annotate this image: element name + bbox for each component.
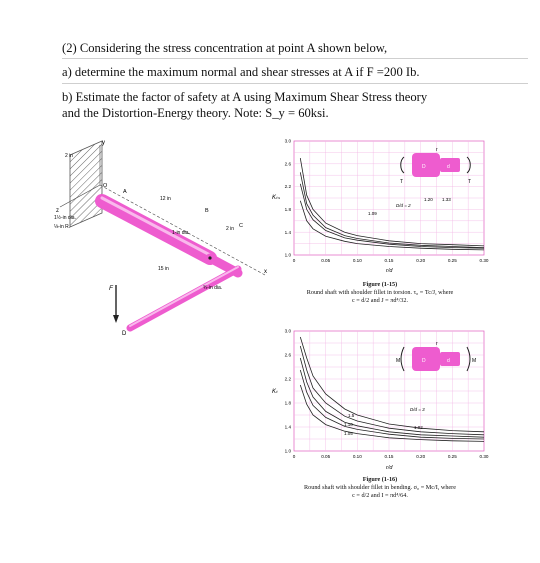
torsion-curve-label: 1.20 [424,197,433,202]
torsion-y-tick: 3.0 [284,138,291,144]
torsion-caption-line2: c = d/2 and J = πd⁴/32. [351,297,409,304]
bending-curve-label: 1.5 [348,413,355,418]
torsion-x-tick: 0.25 [447,258,457,263]
torsion-inset-d-small: d [447,164,450,170]
radius-label: ⅛-in R. [54,224,71,230]
bending-xlabel: r/d [386,465,393,470]
axis-z-label: z [56,208,59,214]
bending-caption-title: Figure (1-16) [362,476,398,483]
torsion-x-tick: 0.20 [416,258,426,263]
bending-chart [264,325,490,470]
crank-arm [130,269,238,328]
bending-y-tick: 1.4 [284,424,291,430]
bending-curve-label: 1.02 [414,425,423,430]
bending-curve-label: 1.10 [344,422,353,427]
bending-x-tick: 0.25 [447,454,457,459]
torsion-inset-d-large: D [422,164,426,170]
torsion-x-tick: 0.15 [384,258,394,263]
bending-inset-d-large: D [422,358,426,364]
torsion-caption-line1: Round shaft with shoulder fillet in torsion. τ₀ = Tc/J, where [306,289,454,296]
bending-x-tick: 0.15 [384,454,394,459]
problem-line-2: a) determine the maximum normal and shear stresses at A if F =200 Ib. [62,65,420,79]
axis-x-label: x [264,269,267,275]
torsion-inset-sketch [401,153,471,177]
bending-inset-r: r [436,341,438,347]
bending-x-tick: 0.20 [416,454,426,459]
dia-1-5-label: 1½-in dia. [54,215,76,221]
bending-curve [300,337,484,432]
dia-0-75-label: ¾-in dia. [203,285,223,291]
shaft-figure [40,135,275,350]
torsion-curve-label: D/d = 2 [396,203,411,208]
dim-2in-c-label: 2 in [226,226,235,232]
bending-x-tick: 0.05 [321,454,331,459]
torsion-y-tick: 2.2 [284,184,291,190]
dim-15in-label: 15 in [158,266,169,272]
bending-curve [300,385,484,441]
bending-curve-label: 1.05 [344,431,353,436]
bending-x-tick: 0.10 [352,454,362,459]
bending-y-tick: 2.2 [284,376,291,382]
bending-y-tick: 1.8 [284,400,291,406]
dim-2in-label: 2 in [65,153,74,159]
torsion-caption [270,281,490,305]
torsion-y-tick: 1.0 [284,252,291,258]
point-c-label: C [239,223,243,229]
axis-y-label: y [102,140,105,146]
problem-line-3: b) Estimate the factor of safety at A using Maximum Shear Stress theory [62,90,428,104]
divider [62,58,528,59]
problem-line-1: (2) Considering the stress concentration at point A shown below, [62,41,388,55]
torsion-ylabel: Kₜₛ [272,195,281,201]
bending-inset-sketch [401,347,470,371]
bending-ylabel: Kₜ [272,389,278,395]
point-a-label: A [123,189,127,195]
torsion-inset-r: r [436,147,438,153]
torsion-xlabel: r/d [386,268,393,273]
torsion-curve [300,201,484,250]
bending-y-tick: 2.6 [284,352,291,358]
bending-caption-line1: Round shaft with shoulder fillet in bending. σ₀ = Mc/I, where [304,484,456,491]
shaft-large-segment [102,201,210,258]
problem-line-4: and the Distortion-Energy theory. Note: S_y = 60ksi. [62,106,329,120]
torsion-y-tick: 1.8 [284,207,291,212]
point-b-label: B [205,208,209,214]
dia-1-label: 1-in dia. [172,230,190,236]
torsion-curve-label: 1.09 [368,211,377,216]
bending-y-tick: 1.0 [284,448,291,454]
bending-inset-d-small: d [447,358,450,364]
divider [62,83,528,84]
bending-inset-m-left: M [396,358,401,364]
torsion-inset-t-left: T [400,179,404,185]
torsion-x-tick: 0.05 [321,258,331,263]
dim-12in-label: 12 in [160,196,171,202]
torsion-y-tick: 2.6 [284,161,291,167]
point-d-label: D [122,331,127,337]
torsion-curve-label: 1.33 [442,197,451,202]
bending-curve-label: D/d = 3 [410,407,425,412]
torsion-caption-title: Figure (1-15) [362,281,398,288]
point-o-label: O [103,183,108,189]
torsion-x-tick: 0.30 [479,258,489,263]
force-f-label: F [109,285,113,292]
torsion-curve [300,184,484,248]
torsion-x-tick: 0 [292,258,296,263]
bending-x-tick: 0.30 [479,454,489,459]
torsion-inset-t-right: T [468,179,472,185]
bending-caption [270,476,490,500]
torsion-chart [264,135,490,273]
bending-x-tick: 0 [292,454,296,459]
bending-caption-line2: c = d/2 and I = πd⁴/64. [352,492,408,499]
bending-inset-m-right: M [472,358,477,364]
torsion-y-tick: 1.4 [284,229,291,235]
point-a-marker [208,256,211,259]
bending-y-tick: 3.0 [284,328,291,334]
torsion-x-tick: 0.10 [352,258,362,263]
torsion-curve [300,172,484,247]
